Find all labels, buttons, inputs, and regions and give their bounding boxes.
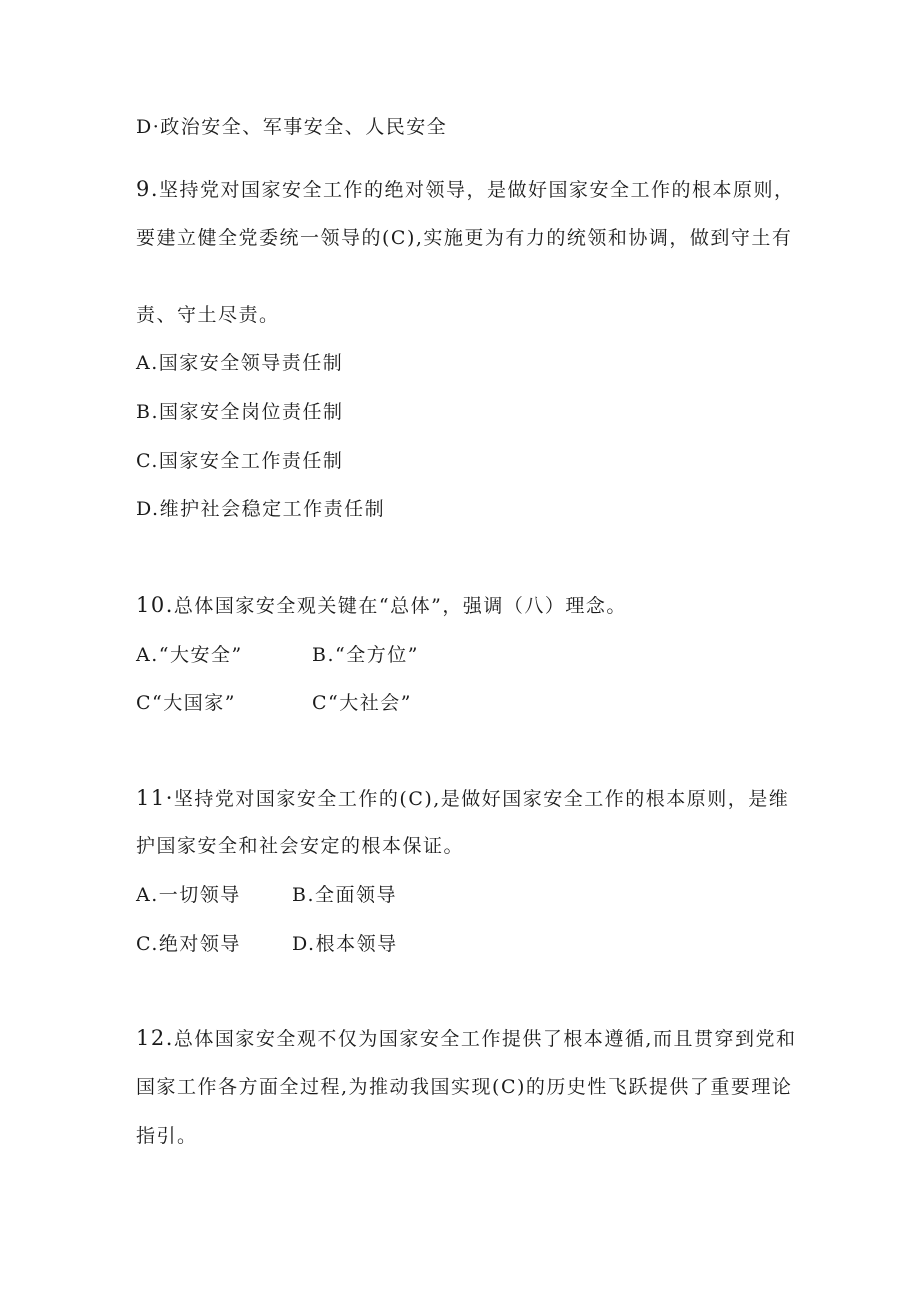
question-9-text-1: 坚持党对国家安全工作的绝对领导，是做好国家安全工作的根本原则，	[159, 179, 795, 201]
question-11-option-c: C.绝对领导	[136, 933, 241, 955]
question-12-line-3: 指引。	[136, 1125, 198, 1147]
question-9-option-d: D.维护社会稳定工作责任制	[136, 498, 386, 520]
question-12-number: 12.	[136, 1026, 174, 1050]
question-10-option-a: A.“大安全”	[136, 644, 243, 666]
question-11-line-1	[136, 786, 789, 811]
question-11-number: 11·	[136, 786, 174, 810]
question-9-option-b: B.国家安全岗位责任制	[136, 401, 344, 423]
question-10-option-b: B.“全方位”	[312, 644, 419, 666]
question-10-option-c: C“大国家”	[136, 692, 236, 714]
question-9-line-3: 责、守土尽责。	[136, 304, 280, 326]
question-11-text-1: 坚持党对国家安全工作的(C),是做好国家安全工作的根本原则，是维	[173, 788, 790, 810]
question-9-option-a: A.国家安全领导责任制	[136, 352, 344, 374]
option-d-prev: D·政治安全、军事安全、人民安全	[136, 116, 448, 138]
question-9-number: 9.	[136, 177, 160, 201]
question-11-option-d: D.根本领导	[292, 933, 398, 955]
question-12-line-1	[136, 1026, 796, 1051]
question-10-text-1: 总体国家安全观关键在“总体”，强调（八）理念。	[173, 595, 627, 617]
question-11-option-b: B.全面领导	[292, 884, 398, 906]
question-10-line-1	[136, 593, 627, 618]
question-10-number: 10.	[136, 593, 174, 617]
question-9-line-2: 要建立健全党委统一领导的(C),实施更为有力的统领和协调，做到守土有	[136, 227, 793, 249]
question-11-option-a: A.一切领导	[136, 884, 241, 906]
question-10-option-d: C“大社会”	[312, 692, 412, 714]
question-11-line-2: 护国家安全和社会安定的根本保证。	[136, 835, 465, 857]
question-9-option-c: C.国家安全工作责任制	[136, 450, 344, 472]
question-12-line-2: 国家工作各方面全过程,为推动我国实现(C)的历史性飞跃提供了重要理论	[136, 1076, 793, 1098]
question-12-text-1: 总体国家安全观不仅为国家安全工作提供了根本遵循,而且贯穿到党和	[173, 1028, 797, 1050]
question-9-line-1	[136, 177, 795, 202]
